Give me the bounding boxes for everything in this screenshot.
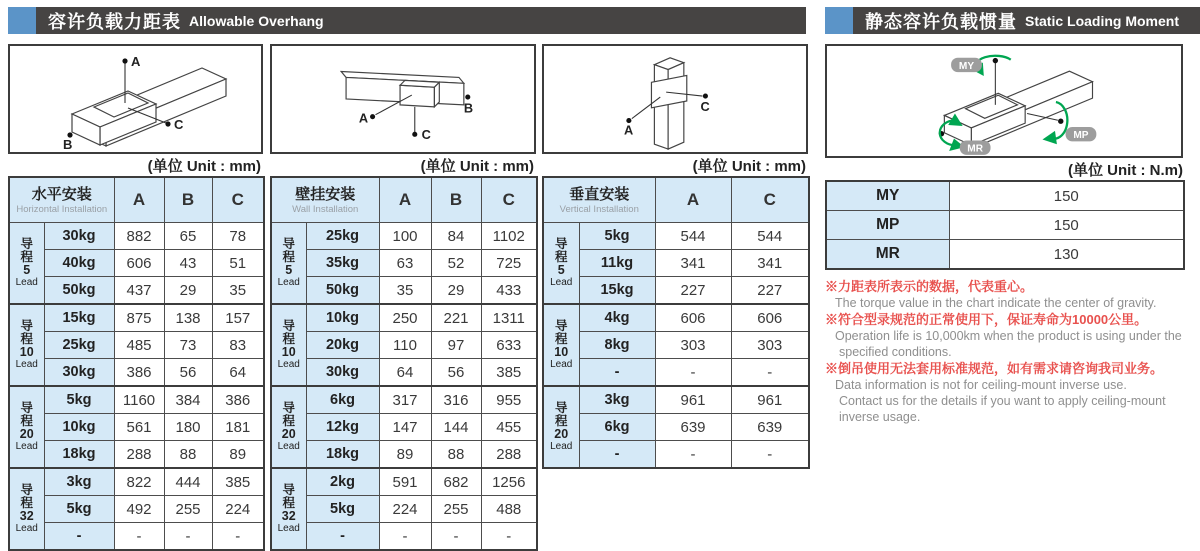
table-title-zh: 垂直安装 — [569, 185, 630, 203]
data-cell: 88 — [431, 441, 481, 469]
data-cell: 633 — [481, 332, 537, 359]
data-cell: 882 — [114, 223, 164, 250]
data-cell: 341 — [731, 250, 809, 277]
data-cell: 64 — [212, 359, 264, 387]
data-cell: 1160 — [114, 386, 164, 414]
title-bar-text — [36, 7, 806, 34]
lead-number: 20 — [19, 427, 34, 441]
data-cell: 444 — [164, 468, 212, 496]
lead-char: 导 — [554, 401, 568, 415]
moment-label-cell: MY — [826, 181, 949, 211]
weight-cell: 50kg — [306, 277, 379, 305]
column-header-c: C — [731, 177, 809, 223]
weight-cell: 18kg — [44, 441, 114, 469]
data-cell: 288 — [481, 441, 537, 469]
label-b: B — [463, 100, 474, 116]
weight-cell: - — [44, 523, 114, 551]
section-static-loading-moment — [825, 44, 1200, 425]
table-header-row — [9, 177, 264, 223]
lead-cell — [271, 223, 306, 305]
vertical-installation-table — [542, 176, 810, 469]
table-row — [9, 386, 264, 414]
lead-char: 程 — [282, 332, 295, 346]
lead-number: 32 — [281, 509, 296, 523]
note-en: Data information is not for ceiling-mount inverse use. — [835, 378, 1127, 392]
lead-char: 程 — [282, 414, 295, 428]
wall-installation-diagram — [270, 44, 536, 154]
column-header-c: C — [212, 177, 264, 223]
data-cell: 488 — [481, 496, 537, 523]
lead-char: 导 — [282, 237, 295, 251]
data-cell: 386 — [212, 386, 264, 414]
table-row — [271, 441, 537, 469]
data-cell: 56 — [431, 359, 481, 387]
data-cell: 221 — [431, 304, 481, 332]
lead-char: 程 — [20, 250, 33, 264]
data-cell: 385 — [481, 359, 537, 387]
title-en: Allowable Overhang — [189, 12, 324, 29]
data-cell: 29 — [431, 277, 481, 305]
data-cell: 875 — [114, 304, 164, 332]
weight-cell: 8kg — [579, 332, 655, 359]
lead-char: 导 — [282, 401, 295, 415]
weight-cell: 5kg — [579, 223, 655, 250]
table-row — [271, 223, 537, 250]
data-cell: 303 — [731, 332, 809, 359]
table-row — [9, 523, 264, 551]
lead-number: 10 — [19, 345, 34, 359]
lead-label: Lead — [550, 277, 573, 288]
section-horizontal-installation — [8, 44, 263, 551]
data-cell: 386 — [114, 359, 164, 387]
lead-char: 程 — [282, 250, 295, 264]
data-cell: 88 — [164, 441, 212, 469]
weight-cell: 35kg — [306, 250, 379, 277]
weight-cell: 4kg — [579, 304, 655, 332]
footnotes — [825, 278, 1200, 425]
data-cell: 56 — [164, 359, 212, 387]
data-cell: 84 — [431, 223, 481, 250]
lead-char: 程 — [554, 332, 568, 346]
weight-cell: 25kg — [44, 332, 114, 359]
data-cell: 100 — [379, 223, 431, 250]
table-row — [543, 359, 809, 387]
data-cell: 606 — [731, 304, 809, 332]
data-cell: 606 — [114, 250, 164, 277]
data-cell: 682 — [431, 468, 481, 496]
table-row — [9, 277, 264, 305]
unit-label-mm: (单位 Unit : mm) — [420, 157, 534, 175]
weight-cell: - — [306, 523, 379, 551]
horizontal-installation-table — [8, 176, 265, 551]
label-b: B — [63, 137, 73, 152]
lead-char: 导 — [20, 483, 33, 497]
table-row — [9, 332, 264, 359]
data-cell: - — [481, 523, 537, 551]
lead-label: Lead — [15, 441, 38, 452]
label-a: A — [358, 110, 369, 126]
data-cell: - — [164, 523, 212, 551]
title-en: Static Loading Moment — [1025, 12, 1179, 29]
wall-installation-table — [270, 176, 538, 551]
weight-cell: 30kg — [306, 359, 379, 387]
column-header-a: A — [655, 177, 731, 223]
lead-label: Lead — [550, 441, 573, 452]
data-cell: 144 — [431, 414, 481, 441]
data-cell: 35 — [212, 277, 264, 305]
data-cell: 180 — [164, 414, 212, 441]
data-cell: 961 — [731, 386, 809, 414]
data-cell: - — [212, 523, 264, 551]
lead-cell — [9, 304, 44, 386]
table-row — [271, 468, 537, 496]
table-row — [543, 332, 809, 359]
lead-char: 程 — [282, 496, 295, 510]
lead-label: Lead — [277, 441, 300, 452]
column-header-a: A — [379, 177, 431, 223]
data-cell: 89 — [212, 441, 264, 469]
column-header-b: B — [164, 177, 212, 223]
lead-cell — [271, 304, 306, 386]
lead-char: 程 — [20, 496, 33, 510]
lead-label: Lead — [15, 359, 38, 370]
title-zh: 静态容许负载惯量 — [865, 11, 1017, 32]
moment-label-cell: MP — [826, 211, 949, 240]
title-zh: 容许负载力距表 — [48, 11, 181, 32]
data-cell: 43 — [164, 250, 212, 277]
data-cell: 639 — [655, 414, 731, 441]
horizontal-rail-diagram-icon — [10, 46, 261, 152]
lead-char: 导 — [20, 237, 33, 251]
table-title-cell — [543, 177, 655, 223]
data-cell: - — [114, 523, 164, 551]
data-cell: 1102 — [481, 223, 537, 250]
lead-cell — [271, 386, 306, 468]
title-bar-text — [853, 7, 1200, 34]
data-cell: 147 — [379, 414, 431, 441]
lead-char: 程 — [554, 414, 568, 428]
table-row — [271, 496, 537, 523]
weight-cell: 20kg — [306, 332, 379, 359]
section-wall-installation — [270, 44, 536, 551]
note-zh: ※力距表所表示的数据，代表重心。 — [825, 279, 1034, 294]
weight-cell: 10kg — [44, 414, 114, 441]
note-en: Contact us for the details if you want to apply ceiling-mount — [839, 394, 1166, 408]
weight-cell: 50kg — [44, 277, 114, 305]
lead-cell — [543, 223, 579, 305]
data-cell: 97 — [431, 332, 481, 359]
table-title-en: Vertical Installation — [559, 203, 639, 215]
data-cell: 138 — [164, 304, 212, 332]
data-cell: - — [431, 523, 481, 551]
note-en: specified conditions. — [839, 345, 952, 359]
weight-cell: 15kg — [44, 304, 114, 332]
data-cell: 110 — [379, 332, 431, 359]
data-cell: 255 — [164, 496, 212, 523]
lead-char: 程 — [554, 250, 568, 264]
lead-cell — [9, 223, 44, 305]
table-row — [543, 304, 809, 332]
weight-cell: 6kg — [579, 414, 655, 441]
table-row — [543, 441, 809, 469]
table-row — [9, 496, 264, 523]
table-title-en: Horizontal Installation — [16, 203, 108, 215]
moment-label-cell: MR — [826, 240, 949, 270]
moment-value-cell: 150 — [949, 211, 1184, 240]
weight-cell: 5kg — [44, 496, 114, 523]
note-zh: ※符合型录规范的正常使用下，保证寿命为10000公里。 — [825, 312, 1148, 327]
table-row — [543, 386, 809, 414]
data-cell: 157 — [212, 304, 264, 332]
weight-cell: 3kg — [44, 468, 114, 496]
label-c: C — [174, 117, 184, 132]
table-row — [271, 332, 537, 359]
table-row — [9, 414, 264, 441]
table-row — [271, 304, 537, 332]
data-cell: 492 — [114, 496, 164, 523]
unit-label-nm: (单位 Unit : N.m) — [1068, 161, 1183, 179]
table-row — [271, 359, 537, 387]
static-loading-moment-table — [825, 180, 1185, 270]
table-row — [9, 250, 264, 277]
data-cell: 83 — [212, 332, 264, 359]
data-cell: 725 — [481, 250, 537, 277]
data-cell: 35 — [379, 277, 431, 305]
note-en: Operation life is 10,000km when the product is using under the — [835, 329, 1182, 343]
data-cell: 224 — [212, 496, 264, 523]
table-row — [271, 523, 537, 551]
data-cell: 52 — [431, 250, 481, 277]
label-c: C — [421, 127, 431, 143]
vertical-installation-diagram — [542, 44, 808, 154]
data-cell: 384 — [164, 386, 212, 414]
data-cell: - — [655, 359, 731, 387]
lead-label: Lead — [15, 277, 38, 288]
label-mp: MP — [1073, 130, 1089, 142]
moment-row — [826, 181, 1184, 211]
data-cell: 51 — [212, 250, 264, 277]
data-cell: 561 — [114, 414, 164, 441]
weight-cell: 6kg — [306, 386, 379, 414]
data-cell: 316 — [431, 386, 481, 414]
table-row — [9, 223, 264, 250]
data-cell: 544 — [655, 223, 731, 250]
title-bar-allowable-overhang — [8, 7, 806, 34]
lead-number: 5 — [557, 263, 565, 277]
data-cell: 89 — [379, 441, 431, 469]
vertical-rail-diagram-icon — [544, 46, 806, 152]
moment-diagram — [825, 44, 1183, 158]
table-title-cell — [271, 177, 379, 223]
lead-number: 10 — [281, 345, 296, 359]
data-cell: 288 — [114, 441, 164, 469]
lead-number: 5 — [285, 263, 293, 277]
data-cell: - — [731, 359, 809, 387]
lead-char: 导 — [554, 237, 568, 251]
weight-cell: 40kg — [44, 250, 114, 277]
table-row — [271, 277, 537, 305]
data-cell: 227 — [655, 277, 731, 305]
table-row — [9, 468, 264, 496]
lead-char: 导 — [20, 319, 33, 333]
data-cell: 822 — [114, 468, 164, 496]
table-header-row — [271, 177, 537, 223]
data-cell: 961 — [655, 386, 731, 414]
data-cell: 433 — [481, 277, 537, 305]
lead-cell — [543, 304, 579, 386]
weight-cell: 10kg — [306, 304, 379, 332]
table-row — [9, 441, 264, 469]
data-cell: 29 — [164, 277, 212, 305]
data-cell: 78 — [212, 223, 264, 250]
data-cell: 303 — [655, 332, 731, 359]
weight-cell: 3kg — [579, 386, 655, 414]
label-a: A — [131, 54, 141, 69]
weight-cell: 15kg — [579, 277, 655, 305]
table-title-cell — [9, 177, 114, 223]
table-row — [543, 277, 809, 305]
note-zh: ※倒吊使用无法套用标准规范，如有需求请咨询我司业务。 — [825, 361, 1164, 376]
data-cell: 250 — [379, 304, 431, 332]
lead-number: 10 — [554, 345, 569, 359]
data-cell: 64 — [379, 359, 431, 387]
column-header-b: B — [431, 177, 481, 223]
data-cell: 341 — [655, 250, 731, 277]
lead-number: 5 — [23, 263, 31, 277]
lead-char: 导 — [554, 319, 568, 333]
data-cell: 181 — [212, 414, 264, 441]
table-row — [271, 414, 537, 441]
data-cell: 437 — [114, 277, 164, 305]
table-title-en: Wall Installation — [292, 203, 359, 215]
horizontal-installation-diagram — [8, 44, 263, 154]
lead-char: 导 — [282, 319, 295, 333]
weight-cell: 11kg — [579, 250, 655, 277]
data-cell: 385 — [212, 468, 264, 496]
lead-char: 导 — [20, 401, 33, 415]
lead-label: Lead — [550, 359, 573, 370]
lead-number: 32 — [19, 509, 34, 523]
lead-label: Lead — [15, 523, 38, 534]
data-cell: 606 — [655, 304, 731, 332]
table-title-zh: 水平安装 — [31, 185, 92, 203]
data-cell: 544 — [731, 223, 809, 250]
table-row — [9, 304, 264, 332]
weight-cell: 18kg — [306, 441, 379, 469]
table-row — [271, 386, 537, 414]
table-row — [543, 223, 809, 250]
table-header-row — [543, 177, 809, 223]
data-cell: 255 — [431, 496, 481, 523]
table-title-zh: 壁挂安装 — [295, 185, 356, 203]
data-cell: 1256 — [481, 468, 537, 496]
lead-label: Lead — [277, 523, 300, 534]
weight-cell: - — [579, 359, 655, 387]
weight-cell: 5kg — [306, 496, 379, 523]
weight-cell: 2kg — [306, 468, 379, 496]
data-cell: 73 — [164, 332, 212, 359]
data-cell: 227 — [731, 277, 809, 305]
title-bar-static-loading-moment — [825, 7, 1200, 34]
data-cell: 65 — [164, 223, 212, 250]
lead-number: 20 — [554, 427, 569, 441]
data-cell: 317 — [379, 386, 431, 414]
data-cell: 639 — [731, 414, 809, 441]
data-cell: 1311 — [481, 304, 537, 332]
data-cell: - — [655, 441, 731, 469]
table-row — [9, 359, 264, 387]
lead-label: Lead — [277, 359, 300, 370]
lead-char: 程 — [20, 332, 33, 346]
data-cell: 591 — [379, 468, 431, 496]
label-mr: MR — [967, 143, 983, 155]
moment-value-cell: 150 — [949, 181, 1184, 211]
note-en: inverse usage. — [839, 410, 921, 424]
data-cell: - — [379, 523, 431, 551]
lead-char: 导 — [282, 483, 295, 497]
moment-value-cell: 130 — [949, 240, 1184, 270]
lead-label: Lead — [277, 277, 300, 288]
table-row — [543, 414, 809, 441]
accent-square-icon — [825, 7, 853, 34]
note-en: The torque value in the chart indicate the center of gravity. — [835, 296, 1157, 310]
weight-cell: 12kg — [306, 414, 379, 441]
data-cell: 485 — [114, 332, 164, 359]
data-cell: - — [731, 441, 809, 469]
weight-cell: 30kg — [44, 223, 114, 250]
data-cell: 455 — [481, 414, 537, 441]
accent-square-icon — [8, 7, 36, 34]
weight-cell: 5kg — [44, 386, 114, 414]
column-header-c: C — [481, 177, 537, 223]
data-cell: 955 — [481, 386, 537, 414]
moment-row — [826, 240, 1184, 270]
moment-row — [826, 211, 1184, 240]
weight-cell: - — [579, 441, 655, 469]
wall-rail-diagram-icon — [272, 46, 534, 152]
lead-char: 程 — [20, 414, 33, 428]
weight-cell: 30kg — [44, 359, 114, 387]
column-header-a: A — [114, 177, 164, 223]
label-my: MY — [958, 60, 975, 72]
section-vertical-installation — [542, 44, 808, 469]
moment-rail-diagram-icon — [827, 46, 1181, 156]
weight-cell: 25kg — [306, 223, 379, 250]
unit-label-mm: (单位 Unit : mm) — [692, 157, 806, 175]
data-cell: 224 — [379, 496, 431, 523]
lead-cell — [9, 386, 44, 468]
unit-label-mm: (单位 Unit : mm) — [147, 157, 261, 175]
lead-number: 20 — [281, 427, 296, 441]
table-row — [271, 250, 537, 277]
table-row — [543, 250, 809, 277]
label-c: C — [700, 98, 710, 114]
data-cell: 63 — [379, 250, 431, 277]
label-a: A — [623, 122, 634, 138]
lead-cell — [543, 386, 579, 468]
